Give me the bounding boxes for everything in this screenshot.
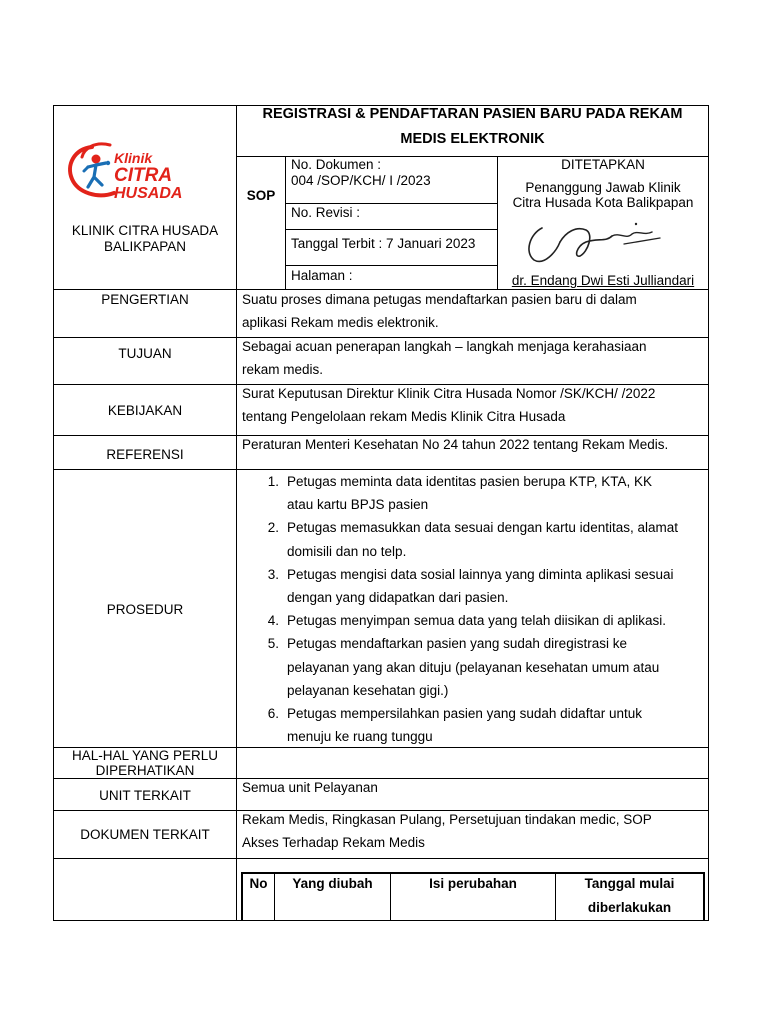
step-text: Petugas menyimpan semua data yang telah diisikan di aplikasi.: [287, 613, 666, 629]
approval-role-line2: Citra Husada Kota Balikpapan: [512, 195, 694, 210]
step-number: 5.: [267, 636, 279, 652]
signature-image: [520, 212, 670, 268]
kebijakan-text-line2: tentang Pengelolaan rekam Medis Klinik Citra Husada: [242, 409, 566, 424]
dokumen-terkait-label: DOKUMEN TERKAIT: [80, 827, 210, 842]
step-text: Petugas mempersilahkan pasien yang sudah didaftar untuk menuju ke ruang tunggu: [287, 706, 642, 745]
referensi-label: REFERENSI: [106, 447, 184, 462]
prosedur-step: [243, 563, 705, 609]
kebijakan-text-line1: Surat Keputusan Direktur Klinik Citra Husada Nomor /SK/KCH/ /2022: [242, 386, 656, 401]
step-text: Petugas mengisi data sosial lainnya yang diminta aplikasi sesuai dengan yang didapatkan dari pasien.: [287, 566, 674, 606]
unit-terkait-label: UNIT TERKAIT: [99, 788, 191, 803]
rev-header-changed: Yang diubah: [292, 876, 373, 891]
border-meta-3: [285, 265, 498, 266]
prosedur-label: PROSEDUR: [106, 602, 184, 617]
rev-header-date-line1: Tanggal mulai: [584, 876, 675, 891]
document-title-line2: MEDIS ELEKTRONIK: [400, 131, 545, 147]
clinic-name-line2: BALIKPAPAN: [103, 239, 187, 254]
step-text: Petugas meminta data identitas pasien berupa KTP, KTA, KK atau kartu BPJS pasien: [287, 474, 652, 513]
document-title-line1: REGISTRASI & PENDAFTARAN PASIEN BARU PADA REKAM: [262, 106, 683, 122]
referensi-text-line1: Peraturan Menteri Kesehatan No 24 tahun 2022 tentang Rekam Medis.: [242, 437, 669, 452]
prosedur-step: [243, 632, 705, 702]
tujuan-text-line2: rekam medis.: [242, 362, 324, 377]
step-number: 3.: [267, 566, 279, 582]
pengertian-text-line1: Suatu proses dimana petugas mendaftarkan pasien baru di dalam: [242, 292, 637, 307]
prosedur-step: [243, 516, 705, 562]
doc-number-label: No. Dokumen :: [291, 157, 382, 172]
border-outer-right: [708, 105, 709, 921]
hal-hal-label-line2: DIPERHATIKAN: [95, 763, 195, 778]
clinic-name-line1: KLINIK CITRA HUSADA: [71, 223, 219, 238]
prosedur-step: [243, 470, 705, 516]
dokumen-terkait-text-line2: Akses Terhadap Rekam Medis: [242, 835, 425, 850]
approval-role-line1: Penanggung Jawab Klinik: [525, 180, 681, 195]
revision-label: No. Revisi :: [291, 205, 361, 220]
hal-hal-label-line1: HAL-HAL YANG PERLU: [71, 748, 219, 763]
approval-title: DITETAPKAN: [561, 157, 645, 172]
logo-word-husada: HUSADA: [114, 185, 183, 202]
prosedur-step: [243, 609, 705, 632]
unit-terkait-text: Semua unit Pelayanan: [242, 780, 378, 795]
border-row-dokumen: [53, 858, 709, 859]
border-column-divider: [236, 105, 237, 921]
step-number: 2.: [267, 520, 279, 536]
dokumen-terkait-text-line1: Rekam Medis, Ringkasan Pulang, Persetujuan tindakan medic, SOP: [242, 812, 652, 827]
step-text: Petugas memasukkan data sesuai dengan kartu identitas, alamat domisili dan no telp.: [287, 520, 678, 559]
border-outer-bottom: [53, 920, 709, 921]
tujuan-text-line1: Sebagai acuan penerapan langkah – langkah menjaga kerahasiaan: [242, 339, 647, 354]
step-number: 4.: [267, 613, 279, 629]
prosedur-step: [243, 702, 705, 748]
border-row-hal: [53, 778, 709, 779]
signatory-name: dr. Endang Dwi Esti Julliandari: [511, 273, 695, 288]
border-meta-2: [285, 229, 498, 230]
logo-word-citra: CITRA: [114, 165, 173, 186]
border-row-header: [53, 289, 709, 290]
rev-header-content: Isi perubahan: [429, 876, 517, 891]
rev-table-top: [241, 872, 705, 874]
clinic-logo-mark: [64, 135, 196, 203]
clinic-logo: [64, 135, 196, 203]
prosedur-steps: [243, 470, 705, 748]
page-label: Halaman :: [291, 268, 353, 283]
rev-header-date-line2: diberlakukan: [587, 900, 672, 915]
issue-date: Tanggal Terbit : 7 Januari 2023: [291, 236, 476, 251]
rev-table-right: [703, 872, 705, 920]
step-number: 6.: [267, 706, 279, 722]
step-text: Petugas mendaftarkan pasien yang sudah diregistrasi ke pelayanan yang akan dituju (pelayanan kesehatan umum atau pelayanan kesehatan gigi.): [287, 636, 660, 698]
sop-label: SOP: [246, 188, 276, 203]
kebijakan-label: KEBIJAKAN: [107, 403, 183, 418]
step-number: 1.: [267, 474, 279, 489]
border-sop-right: [285, 156, 286, 290]
rev-header-no: No: [249, 876, 268, 891]
doc-number-value: 004 /SOP/KCH/ I /2023: [291, 173, 431, 188]
logo-word-klinik: Klinik: [114, 150, 153, 166]
pengertian-text-line2: aplikasi Rekam medis elektronik.: [242, 315, 439, 330]
border-meta-right: [497, 156, 498, 290]
pengertian-label: PENGERTIAN: [101, 292, 189, 307]
tujuan-label: TUJUAN: [118, 346, 172, 361]
